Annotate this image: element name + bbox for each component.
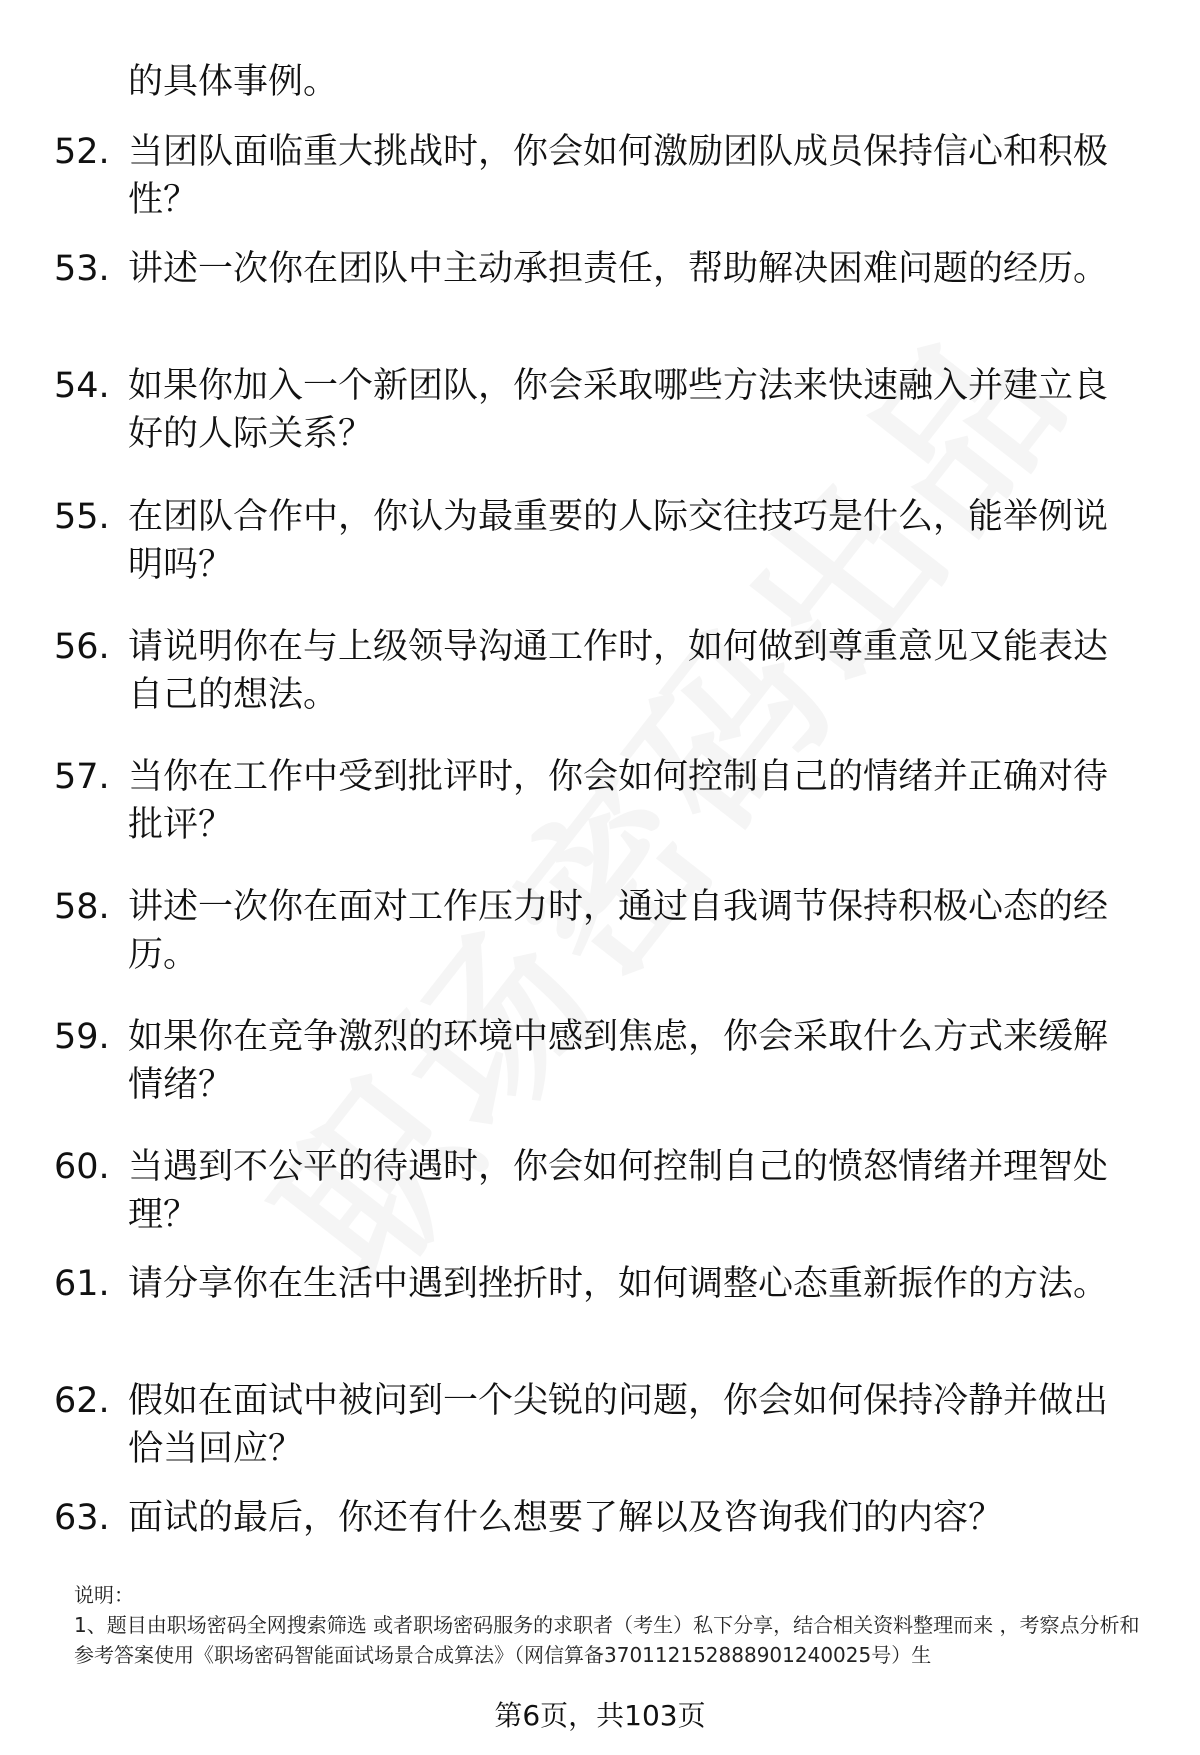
question-text: 假如在面试中被问到一个尖锐的问题，你会如何保持冷静并做出恰当回应？ [128,1381,1109,1469]
question-number: 60. [54,1147,110,1187]
question-text: 当遇到不公平的待遇时，你会如何控制自己的愤怒情绪并理智处理？ [128,1147,1109,1235]
question-number: 57. [54,757,110,797]
question-text: 当团队面临重大挑战时，你会如何激励团队成员保持信心和积极性？ [128,132,1109,220]
question-text: 在团队合作中，你认为最重要的人际交往技巧是什么，能举例说明吗？ [128,497,1109,585]
question-number: 62. [54,1381,110,1421]
continuation-text: 的具体事例。 [128,62,339,102]
question-number: 56. [54,627,110,667]
question-number: 55. [54,497,110,537]
question-number: 54. [54,366,110,406]
question-number: 63. [54,1498,110,1538]
question-number: 58. [54,887,110,927]
page-number: 第6页，共103页 [494,1699,706,1732]
question-number: 52. [54,132,110,172]
question-text: 请说明你在与上级领导沟通工作时，如何做到尊重意见又能表达自己的想法。 [128,627,1109,715]
question-text: 请分享你在生活中遇到挫折时，如何调整心态重新振作的方法。 [128,1264,1109,1304]
question-text: 讲述一次你在团队中主动承担责任，帮助解决困难问题的经历。 [128,249,1109,289]
question-text: 面试的最后，你还有什么想要了解以及咨询我们的内容？ [128,1498,1004,1538]
question-text: 讲述一次你在面对工作压力时，通过自我调节保持积极心态的经历。 [128,887,1109,975]
notes-section [74,1580,1154,1670]
question-text: 如果你加入一个新团队，你会采取哪些方法来快速融入并建立良好的人际关系？ [128,366,1109,454]
notes-body: 1、题目由职场密码全网搜索筛选 或者职场密码服务的求职者（考生）私下分享，结合相关资料整理而来 ，考察点分析和参考答案使用《职场密码智能面试场景合成算法》（网信算备370112152888901240025号）生 [74,1613,1140,1667]
notes-heading: 说明： [74,1583,134,1607]
question-text: 当你在工作中受到批评时，你会如何控制自己的情绪并正确对待批评？ [128,757,1109,845]
question-number: 59. [54,1017,110,1057]
question-number: 61. [54,1264,110,1304]
question-number: 53. [54,249,110,289]
question-text: 如果你在竞争激烈的环境中感到焦虑，你会采取什么方式来缓解情绪？ [128,1017,1109,1105]
